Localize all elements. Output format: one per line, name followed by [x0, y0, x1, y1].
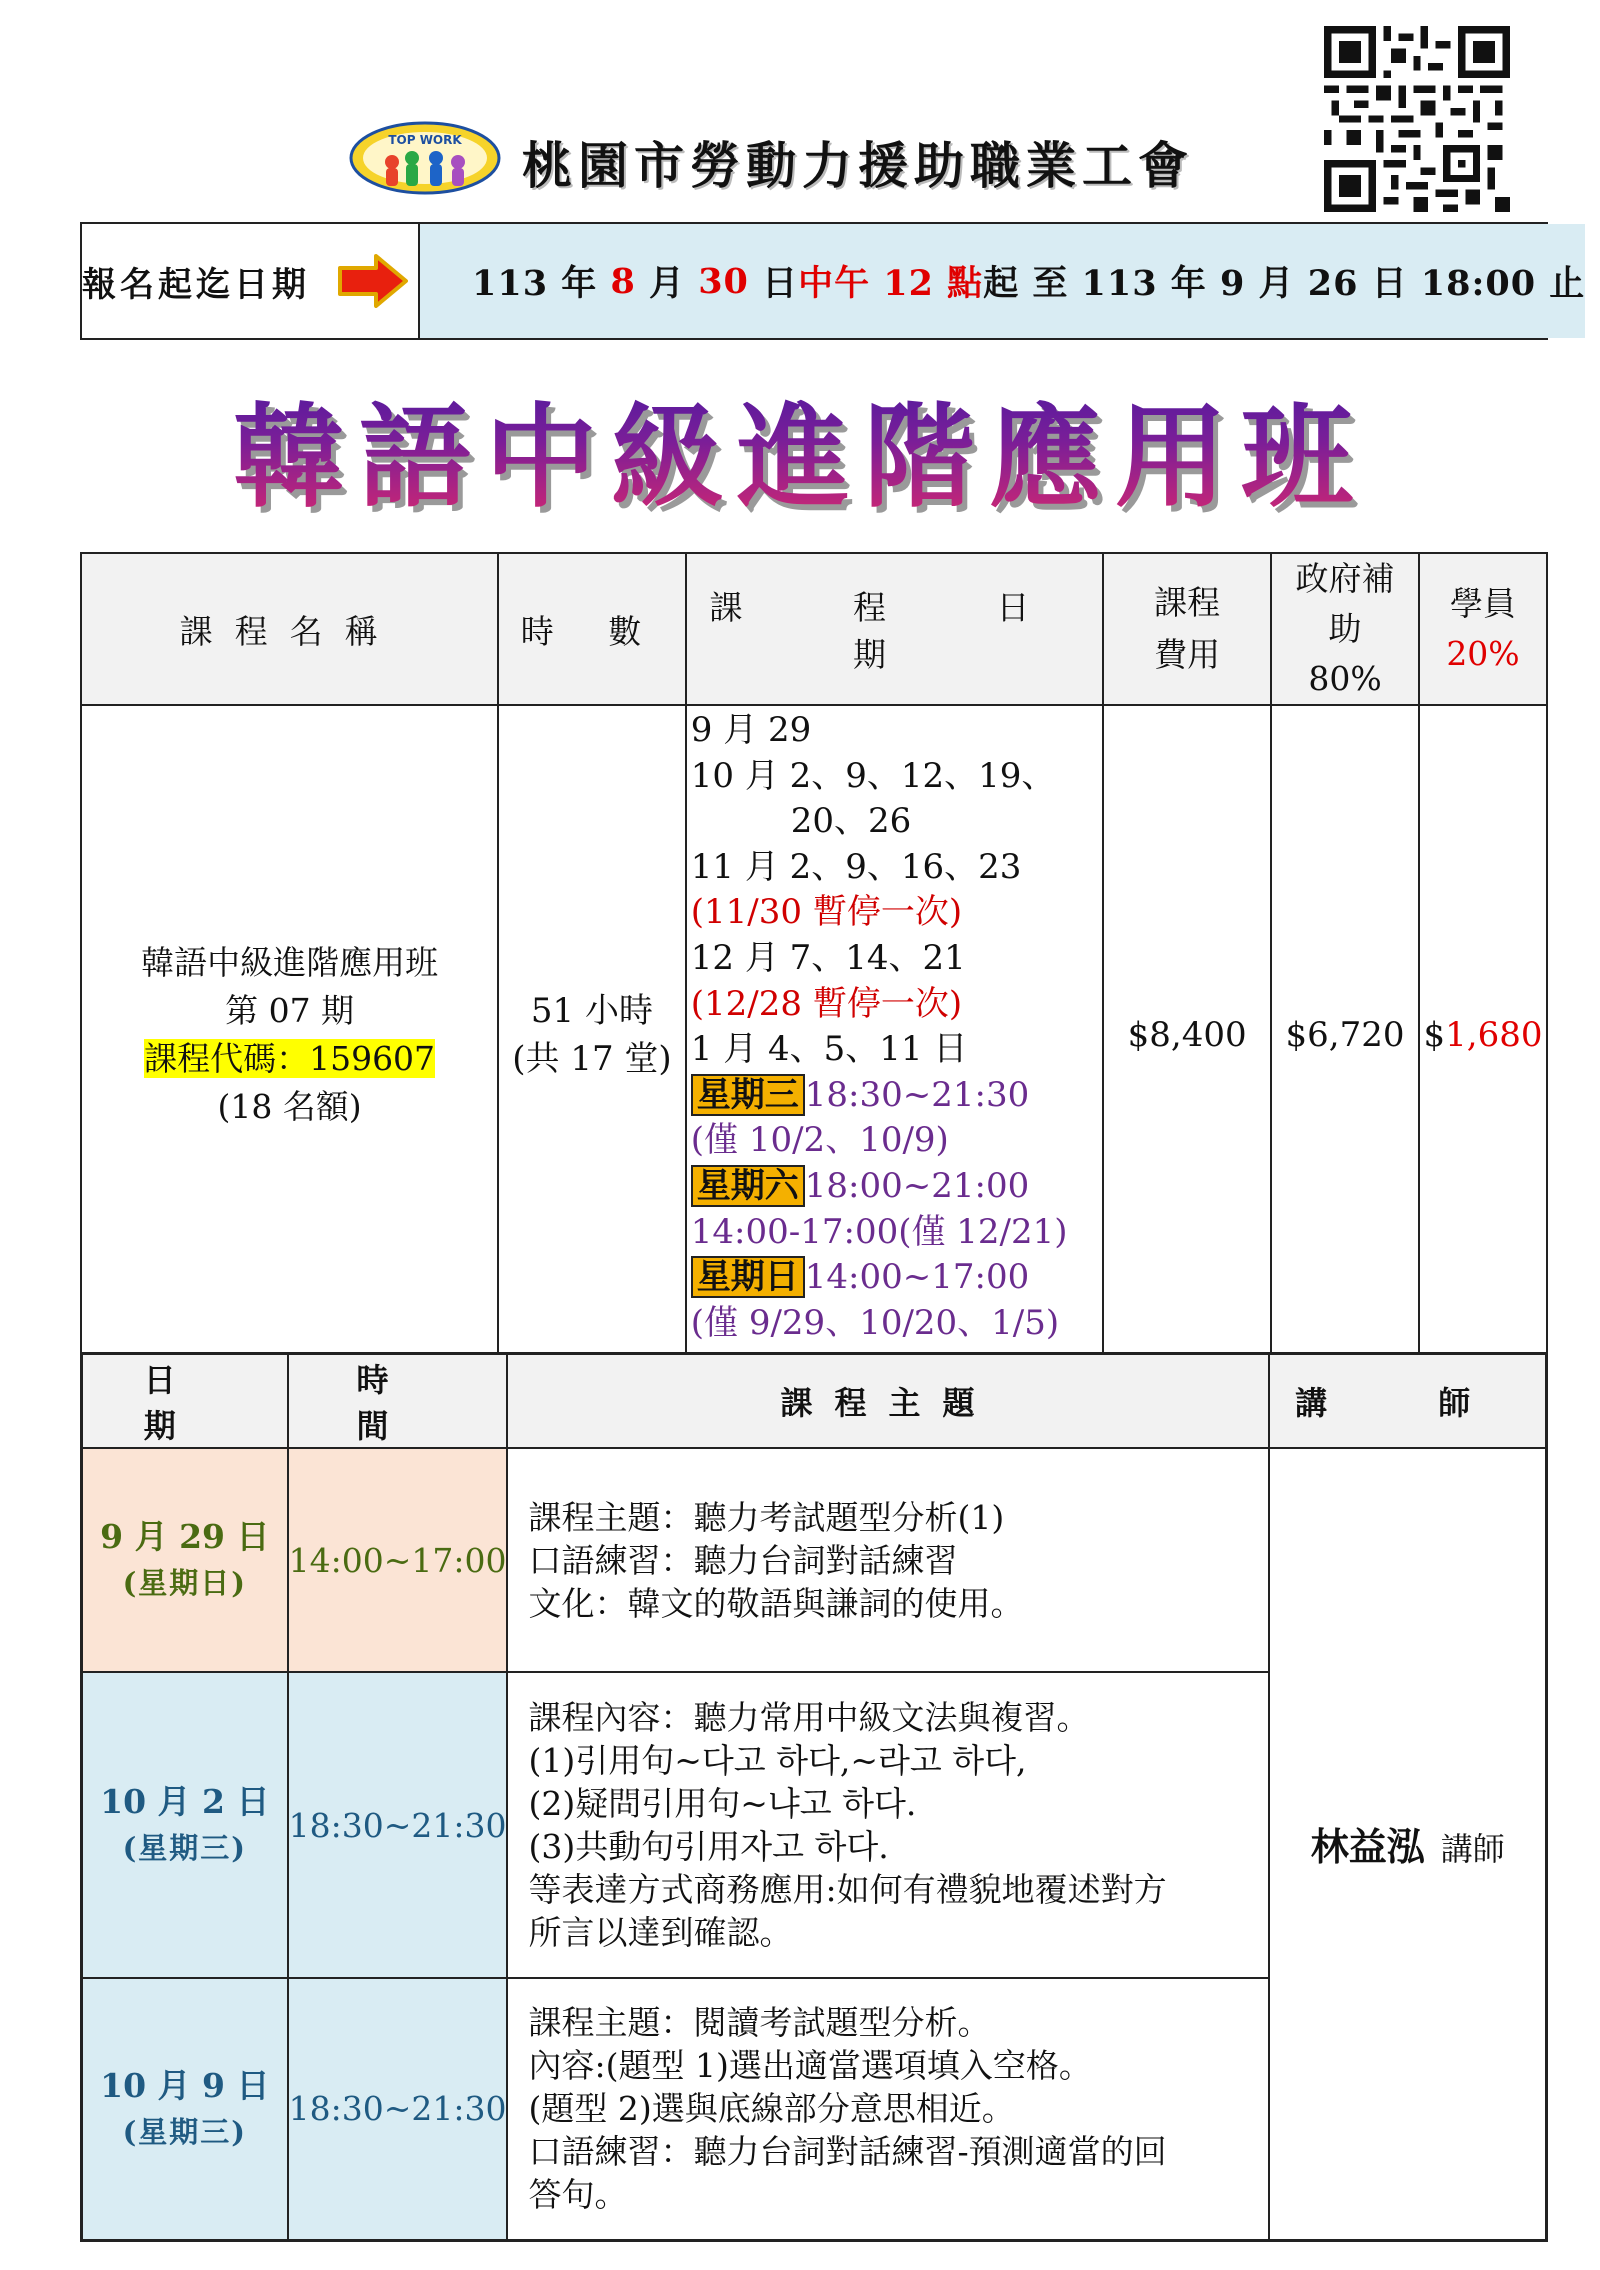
session-schedule-table: [80, 1352, 1548, 2242]
registration-dates: [418, 224, 1585, 338]
gov-subsidy-amount: $6,720: [1271, 705, 1419, 1365]
reg-year: 113 年: [472, 263, 598, 304]
session-date-cell: [82, 1978, 288, 2240]
topic-line: (3)共動句引用자고 하다.: [528, 1827, 889, 1866]
course-title: 韓語中級進階應用班: [0, 368, 1600, 529]
course-name-cell: [81, 705, 498, 1365]
reg-start-month: 8: [610, 260, 636, 302]
session-time: 18:30~21:30: [288, 1978, 508, 2240]
session-table-header: [82, 1354, 1547, 1449]
topic-line: (題型 2)選與底線部分意思相近。: [528, 2089, 1015, 2129]
topic-line: 等表達方式商務應用:如何有禮貌地覆述對方: [528, 1870, 1167, 1909]
header-gov-subsidy: 政府補 助 80%: [1271, 553, 1419, 705]
topic-line: 答句。: [528, 2175, 628, 2215]
instructor-title: 講師: [1440, 1830, 1505, 1869]
wednesday-time: 18:30~21:30: [804, 1074, 1030, 1115]
topic-line: 文化：韓文的敬語與謙詞的使用。: [528, 1583, 1024, 1623]
session-weekday: (星期三): [122, 1831, 248, 1865]
header-student-share: 學員 20%: [1419, 553, 1547, 705]
topic-line: 內容:(題型 1)選出適當選項填入空格。: [528, 2046, 1092, 2086]
schedule-line: 1 月 4、5、11 日: [690, 1029, 968, 1070]
header-fee: 課程 費用: [1103, 553, 1271, 705]
header-course-name: 課程名稱: [81, 553, 498, 705]
header-instructor: 講 師: [1269, 1354, 1546, 1449]
hours-total: 51 小時: [530, 991, 653, 1031]
student-fee-currency: $: [1423, 1015, 1446, 1055]
course-quota: (18 名額): [217, 1087, 362, 1126]
wednesday-badge: 星期三: [691, 1074, 805, 1116]
topic-line: 課程內容：聽力常用中級文法與複習。: [528, 1698, 1090, 1737]
session-weekday: (星期三): [122, 2114, 248, 2149]
qr-code[interactable]: [1324, 26, 1510, 212]
header-date: 日 期: [82, 1354, 288, 1449]
reg-month-unit: 月: [648, 263, 685, 304]
session-date-cell: [82, 1448, 288, 1672]
top-work-logo: [348, 120, 502, 196]
topic-line: 所言以達到確認。: [528, 1913, 793, 1952]
schedule-pause-note: (11/30 暫停一次): [690, 892, 963, 933]
session-topic-cell: [507, 1448, 1269, 1672]
right-arrow-icon: [338, 254, 408, 308]
sunday-badge: 星期日: [691, 1256, 805, 1298]
session-weekday: (星期日): [122, 1566, 248, 1600]
organization-name: 桃園市勞動力援助職業工會: [522, 136, 1194, 195]
topic-line: 課程主題：閱讀考試題型分析。: [528, 2003, 991, 2043]
instructor-name: 林益泓: [1310, 1825, 1425, 1870]
header-time: 時 間: [288, 1354, 508, 1449]
topic-line: 口語練習：聽力台詞對話練習: [528, 1540, 958, 1580]
topic-line: (1)引用句~다고 하다,~라고 하다,: [528, 1741, 1027, 1780]
schedule-pause-note: (12/28 暫停一次): [690, 983, 963, 1024]
session-row: [82, 1448, 1547, 1672]
topic-line: 口語練習：聽力台詞對話練習-預測適當的回: [528, 2132, 1167, 2172]
course-code: 課程代碼：159607: [144, 1039, 436, 1078]
session-topic-cell: [507, 1978, 1269, 2240]
topic-line: 課程主題：聽力考試題型分析(1): [528, 1497, 1005, 1537]
schedule-line: 9 月 29: [690, 710, 812, 750]
session-date: 10 月 9 日: [100, 2065, 270, 2105]
registration-label-cell: [82, 224, 418, 338]
header-course-dates: 課 程 日 期: [686, 553, 1103, 705]
saturday-slot: [691, 1164, 1102, 1210]
session-time: 18:30~21:30: [288, 1672, 508, 1978]
session-date-cell: [82, 1672, 288, 1978]
session-date: 10 月 2 日: [100, 1782, 270, 1821]
session-date: 9 月 29 日: [100, 1517, 270, 1556]
instructor-cell: [1269, 1448, 1546, 2240]
schedule-line: 12 月 7、14、21: [690, 937, 966, 978]
session-topic-cell: [507, 1672, 1269, 1978]
sunday-slot: [691, 1255, 1102, 1301]
sunday-note: (僅 9/29、10/20、1/5): [690, 1302, 1060, 1343]
saturday-time: 18:00~21:00: [804, 1165, 1030, 1206]
reg-day-unit: 日: [762, 263, 799, 304]
wednesday-note: (僅 10/2、10/9): [690, 1120, 949, 1161]
course-name: 韓語中級進階應用班: [141, 943, 439, 982]
logo-text: TOP WORK: [388, 133, 462, 147]
header-hours: 時 數: [498, 553, 686, 705]
course-summary-table: [80, 552, 1548, 1366]
student-fee-cell: [1419, 705, 1547, 1365]
schedule-line: 10 月 2、9、12、19、: [690, 755, 1056, 796]
session-time: 14:00~17:00: [288, 1448, 508, 1672]
course-row: [81, 705, 1547, 1365]
schedule-cell: [686, 705, 1103, 1365]
course-table-header: [81, 553, 1547, 705]
topic-line: (2)疑問引用句~냐고 하다.: [528, 1784, 917, 1823]
wednesday-slot: [691, 1073, 1102, 1119]
registration-bar: [80, 222, 1586, 340]
reg-start-time: 中午 12 點: [798, 263, 984, 304]
schedule-line: 11 月 2、9、16、23: [690, 846, 1022, 887]
hours-cell: [498, 705, 686, 1365]
student-fee-amount: 1,680: [1445, 1015, 1543, 1055]
sunday-time: 14:00~17:00: [804, 1257, 1030, 1298]
saturday-badge: 星期六: [691, 1165, 805, 1207]
course-term: 第 07 期: [225, 991, 355, 1030]
reg-start-day: 30: [698, 260, 749, 302]
sessions-total: (共 17 堂): [512, 1039, 672, 1079]
header-topic: 課程主題: [507, 1354, 1269, 1449]
reg-end-date: 起 至 113 年 9 月 26 日 18:00 止: [983, 263, 1586, 304]
saturday-alt-time: 14:00-17:00(僅 12/21): [690, 1211, 1068, 1252]
schedule-line: 20、26: [790, 801, 912, 842]
course-fee: $8,400: [1103, 705, 1271, 1365]
registration-label: 報名起迄日期: [82, 264, 310, 305]
